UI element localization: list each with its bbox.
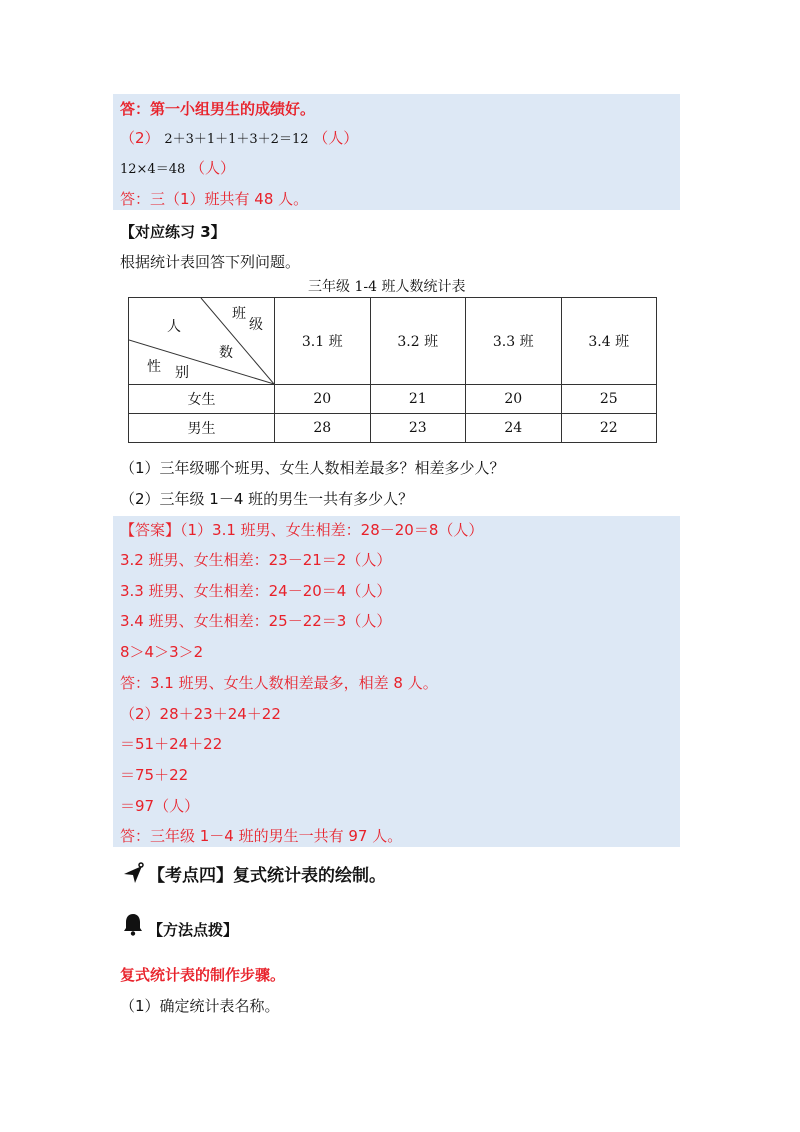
send-arrow-icon: [121, 862, 145, 890]
table-header-row: [129, 298, 657, 385]
table-cell: 21: [370, 385, 466, 414]
answer-line: （2）28＋23＋24＋22: [120, 705, 281, 723]
table-cell: 24: [466, 414, 562, 443]
step-line: （1）确定统计表名称。: [120, 997, 280, 1015]
question-number: （2）: [120, 129, 160, 147]
question-line: （1）三年级哪个班男、女生人数相差最多？相差多少人？: [120, 459, 505, 477]
answer-line: 答：三（1）班共有 48 人。: [120, 190, 309, 208]
answer-line: ＝51＋24＋22: [120, 735, 223, 753]
column-header: 3.4 班: [561, 298, 657, 385]
table-caption: 三年级 1-4 班人数统计表: [308, 279, 466, 295]
steps-heading: 复式统计表的制作步骤。: [120, 966, 286, 984]
corner-label: 班: [232, 306, 246, 322]
column-header: 3.3 班: [466, 298, 562, 385]
answer-line: 3.4 班男、女生相差：25－22＝3（人）: [120, 612, 392, 630]
statistics-table: [128, 297, 657, 443]
table-cell: 25: [561, 385, 657, 414]
equation: 12×4＝48: [120, 162, 186, 177]
corner-label: 级: [249, 317, 263, 333]
answer-line: ＝75＋22: [120, 766, 189, 784]
table-row: [129, 385, 657, 414]
exercise-title: 【对应练习 3】: [120, 223, 226, 241]
unit: （人）: [313, 129, 359, 147]
column-header: 3.1 班: [275, 298, 371, 385]
corner-label: 性: [147, 359, 161, 375]
header-corner-cell: [129, 298, 275, 385]
column-header: 3.2 班: [370, 298, 466, 385]
answer-line: 3.3 班男、女生相差：24－20＝4（人）: [120, 582, 392, 600]
answer-line: 【答案】（1）3.1 班男、女生相差：28－20＝8（人）: [120, 521, 484, 539]
answer-line: ＝97（人）: [120, 797, 200, 815]
bell-icon: [122, 912, 144, 940]
equation-line: [120, 158, 235, 180]
answer-line: 3.2 班男、女生相差：23－21＝2（人）: [120, 551, 392, 569]
table-cell: 23: [370, 414, 466, 443]
exercise-instruction: 根据统计表回答下列问题。: [120, 253, 301, 271]
unit: （人）: [190, 159, 236, 177]
answer-line: 8＞4＞3＞2: [120, 643, 204, 661]
row-label: 女生: [129, 385, 275, 414]
equation: 2＋3＋1＋1＋3＋2＝12: [164, 132, 309, 147]
corner-label: 人: [167, 319, 181, 335]
table-cell: 28: [275, 414, 371, 443]
corner-label: 数: [219, 345, 233, 361]
section-title: 【考点四】复式统计表的绘制。: [148, 866, 386, 886]
method-title: 【方法点拨】: [148, 921, 239, 939]
row-label: 男生: [129, 414, 275, 443]
table-cell: 22: [561, 414, 657, 443]
answer-line: 答：3.1 班男、女生人数相差最多，相差 8 人。: [120, 674, 438, 692]
answer-line: 答：第一小组男生的成绩好。: [120, 100, 316, 118]
table-row: [129, 414, 657, 443]
question-line: （2）三年级 1－4 班的男生一共有多少人？: [120, 490, 414, 508]
corner-label: 别: [175, 365, 189, 381]
answer-line: 答：三年级 1－4 班的男生一共有 97 人。: [120, 827, 403, 845]
table-cell: 20: [275, 385, 371, 414]
table-cell: 20: [466, 385, 562, 414]
equation-line: [120, 128, 358, 150]
